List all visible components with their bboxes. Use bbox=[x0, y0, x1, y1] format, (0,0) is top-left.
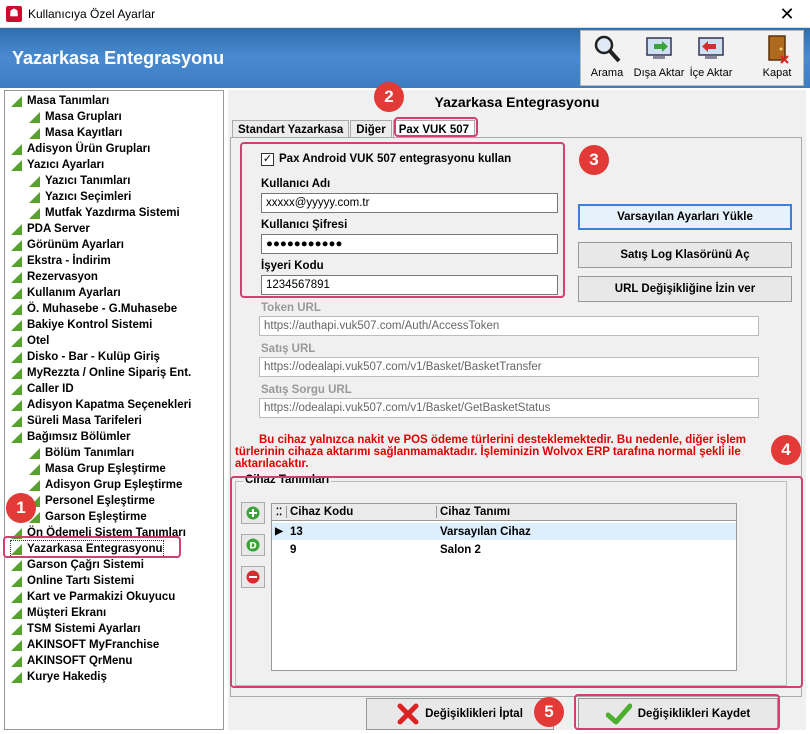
tree-node-icon bbox=[11, 160, 22, 171]
tree-node-icon bbox=[11, 224, 22, 235]
tree-node-icon bbox=[11, 640, 22, 651]
tree-node-icon bbox=[29, 128, 40, 139]
tree-item[interactable]: Kurye Hakediş bbox=[11, 669, 107, 685]
highlight-pax-tab bbox=[394, 117, 478, 137]
highlight-save-button bbox=[574, 694, 780, 730]
enable-label: Pax Android VUK 507 entegrasyonu kullan bbox=[279, 153, 512, 165]
tree-item[interactable]: Süreli Masa Tarifeleri bbox=[11, 413, 142, 429]
tree-item[interactable]: Ekstra - İndirim bbox=[11, 253, 111, 269]
sales-query-url-input[interactable]: https://odealapi.vuk507.com/v1/Basket/GetBasketStatus bbox=[259, 398, 759, 418]
tree-item[interactable]: Yazıcı Ayarları bbox=[11, 157, 104, 173]
row-pointer-icon: ▶ bbox=[275, 526, 283, 537]
tree-item[interactable]: Garson Çağrı Sistemi bbox=[11, 557, 144, 573]
tree-item-yazarkasa-selected[interactable]: Yazarkasa Entegrasyonu bbox=[11, 541, 163, 557]
warning-line-3: aktarılacaktır. bbox=[235, 458, 309, 470]
tree-item[interactable]: AKINSOFT MyFranchise bbox=[11, 637, 159, 653]
tree-item[interactable]: Bağımsız Bölümler bbox=[11, 429, 131, 445]
export-button[interactable] bbox=[633, 31, 685, 85]
open-log-folder-button[interactable]: Satış Log Klasörünü Aç bbox=[578, 242, 792, 268]
tree-node-icon bbox=[11, 416, 22, 427]
tree-node-icon bbox=[11, 384, 22, 395]
tree-item[interactable]: Adisyon Grup Eşleştirme bbox=[29, 477, 182, 493]
tree-node-icon bbox=[11, 272, 22, 283]
cancel-changes-button[interactable] bbox=[366, 698, 554, 730]
password-input[interactable]: ●●●●●●●●●●● bbox=[261, 234, 558, 254]
warning-line-1: Bu cihaz yalnızca nakit ve POS ödeme türlerini desteklemektedir. Bu nedenle, diğer işlem bbox=[259, 434, 747, 446]
tree-item[interactable]: Yazıcı Seçimleri bbox=[29, 189, 131, 205]
tree-item[interactable]: Masa Grupları bbox=[29, 109, 122, 125]
tree-item[interactable]: Masa Grup Eşleştirme bbox=[29, 461, 166, 477]
tree-item[interactable]: Garson Eşleştirme bbox=[29, 509, 147, 525]
import-icon bbox=[696, 34, 726, 64]
tree-node-icon bbox=[11, 320, 22, 331]
tree-node-icon bbox=[11, 608, 22, 619]
highlight-devices bbox=[230, 476, 803, 688]
annotation-badge-3: 3 bbox=[579, 145, 609, 175]
header-title: Yazarkasa Entegrasyonu bbox=[12, 48, 225, 68]
header-banner bbox=[0, 28, 810, 88]
tree-node-icon bbox=[11, 368, 22, 379]
tree-node-icon bbox=[11, 432, 22, 443]
username-label: Kullanıcı Adı bbox=[261, 178, 331, 190]
tree-item[interactable]: Masa Kayıtları bbox=[29, 125, 122, 141]
workplace-code-input[interactable]: 1234567891 bbox=[261, 275, 558, 295]
tree-item[interactable]: Adisyon Ürün Grupları bbox=[11, 141, 150, 157]
tree-node-icon bbox=[11, 96, 22, 107]
tree-item[interactable]: Bölüm Tanımları bbox=[29, 445, 134, 461]
tree-node-icon bbox=[11, 336, 22, 347]
tree-node-icon bbox=[11, 304, 22, 315]
tree-item[interactable]: Yazıcı Tanımları bbox=[29, 173, 130, 189]
tree-node-icon bbox=[11, 592, 22, 603]
tree-item[interactable]: Online Tartı Sistemi bbox=[11, 573, 134, 589]
cell-device-code: 13 bbox=[290, 525, 303, 538]
tab-diger[interactable]: Diğer bbox=[350, 120, 391, 138]
tree-node-icon bbox=[29, 112, 40, 123]
panel-title: Yazarkasa Entegrasyonu bbox=[434, 94, 600, 110]
tree-node-icon bbox=[11, 656, 22, 667]
tree-item[interactable]: PDA Server bbox=[11, 221, 90, 237]
door-exit-icon bbox=[762, 34, 792, 64]
tree-item[interactable]: Otel bbox=[11, 333, 49, 349]
tree-node-icon bbox=[11, 560, 22, 571]
cell-device-name: Salon 2 bbox=[440, 543, 481, 556]
col-device-name[interactable]: Cihaz Tanımı bbox=[436, 506, 510, 518]
tree-node-icon bbox=[11, 256, 22, 267]
tree-node-icon bbox=[29, 192, 40, 203]
toolbar bbox=[580, 30, 804, 86]
cancel-changes-label: Değişiklikleri İptal bbox=[425, 708, 523, 720]
annotation-badge-5: 5 bbox=[534, 697, 564, 727]
tree-item[interactable]: Rezervasyon bbox=[11, 269, 98, 285]
app-icon: ☗ bbox=[6, 6, 22, 22]
tree-node-icon bbox=[11, 240, 22, 251]
close-label: Kapat bbox=[762, 67, 792, 79]
sales-url-label: Satış URL bbox=[261, 343, 316, 355]
magnifier-icon bbox=[592, 34, 622, 64]
allow-url-change-button[interactable]: URL Değişikliğine İzin ver bbox=[578, 276, 792, 302]
tree-item[interactable]: Adisyon Kapatma Seçenekleri bbox=[11, 397, 191, 413]
grid-corner: ⁚⁚ bbox=[275, 506, 283, 518]
tree-item[interactable]: Masa Tanımları bbox=[11, 93, 109, 109]
highlight-credentials bbox=[240, 142, 565, 298]
window-close-button[interactable]: ✕ bbox=[779, 3, 795, 24]
highlight-tree-selection bbox=[3, 536, 181, 558]
tree-item[interactable]: Disko - Bar - Kulüp Giriş bbox=[11, 349, 160, 365]
password-label: Kullanıcı Şifresi bbox=[261, 219, 348, 231]
token-url-label: Token URL bbox=[261, 302, 321, 314]
tree-node-icon bbox=[11, 624, 22, 635]
svg-text:D: D bbox=[249, 541, 257, 552]
tree-node-icon bbox=[29, 480, 40, 491]
import-button[interactable] bbox=[685, 31, 737, 85]
settings-tree bbox=[4, 90, 224, 730]
token-url-input[interactable]: https://authapi.vuk507.com/Auth/AccessToken bbox=[259, 316, 759, 336]
tree-item[interactable]: Ön Ödemeli Sistem Tanımları bbox=[11, 525, 186, 541]
tree-item[interactable]: Mutfak Yazdırma Sistemi bbox=[29, 205, 180, 221]
tree-item[interactable]: Görünüm Ayarları bbox=[11, 237, 124, 253]
username-input[interactable]: xxxxx@yyyyy.com.tr bbox=[261, 193, 558, 213]
tree-item[interactable]: MyRezzta / Online Sipariş Ent. bbox=[11, 365, 191, 381]
tree-node-icon bbox=[29, 448, 40, 459]
cancel-x-icon bbox=[397, 703, 419, 725]
tree-node-icon bbox=[29, 208, 40, 219]
tree-item[interactable]: Bakiye Kontrol Sistemi bbox=[11, 317, 152, 333]
col-device-code[interactable]: Cihaz Kodu bbox=[286, 506, 436, 518]
import-label: İçe Aktar bbox=[689, 67, 733, 79]
warning-line-2: türlerinin cihaza aktarımı sağlanmamaktadır. İşleminizin Wolvox ERP tarafına normal şekli ile bbox=[235, 446, 741, 458]
tree-node-icon bbox=[11, 400, 22, 411]
tree-node-icon bbox=[11, 352, 22, 363]
annotation-badge-2: 2 bbox=[374, 82, 404, 112]
sales-url-input[interactable]: https://odealapi.vuk507.com/v1/Basket/BasketTransfer bbox=[259, 357, 759, 377]
cell-device-code: 9 bbox=[290, 543, 297, 556]
tree-node-icon bbox=[29, 464, 40, 475]
enable-checkbox[interactable]: ✓ bbox=[262, 153, 273, 165]
tab-standard-yazarkasa[interactable]: Standart Yazarkasa bbox=[232, 120, 349, 138]
tree-item[interactable]: AKINSOFT QrMenu bbox=[11, 653, 132, 669]
tree-item[interactable]: Kullanım Ayarları bbox=[11, 285, 121, 301]
save-changes-label: Değişiklikleri Kaydet bbox=[637, 708, 751, 720]
tree-node-icon bbox=[29, 176, 40, 187]
tree-node-icon bbox=[11, 144, 22, 155]
tree-item[interactable]: TSM Sistemi Ayarları bbox=[11, 621, 141, 637]
close-button[interactable] bbox=[751, 31, 803, 85]
tree-item[interactable]: Ö. Muhasebe - G.Muhasebe bbox=[11, 301, 177, 317]
tree-node-icon bbox=[11, 672, 22, 683]
tab-pax-vuk-507[interactable]: Pax VUK 507 bbox=[393, 120, 475, 138]
search-button[interactable] bbox=[581, 31, 633, 85]
tree-item[interactable]: Caller ID bbox=[11, 381, 74, 397]
tree-node-icon bbox=[11, 576, 22, 587]
tree-item[interactable]: Kart ve Parmakizi Okuyucu bbox=[11, 589, 175, 605]
window-titlebar bbox=[0, 0, 810, 28]
tree-item[interactable]: Müşteri Ekranı bbox=[11, 605, 106, 621]
sales-query-url-label: Satış Sorgu URL bbox=[261, 384, 352, 396]
annotation-badge-4: 4 bbox=[771, 435, 801, 465]
search-label: Arama bbox=[590, 67, 624, 79]
devices-legend: Cihaz Tanımları bbox=[245, 474, 330, 486]
export-label: Dışa Aktar bbox=[633, 67, 685, 79]
cell-device-name: Varsayılan Cihaz bbox=[440, 525, 531, 538]
window-title: Kullanıcıya Özel Ayarlar bbox=[28, 6, 156, 21]
tree-item[interactable]: Personel Eşleştirme bbox=[29, 493, 155, 509]
annotation-badge-1: 1 bbox=[6, 493, 36, 523]
workplace-code-label: İşyeri Kodu bbox=[261, 260, 324, 272]
tree-node-icon bbox=[11, 288, 22, 299]
export-icon bbox=[644, 34, 674, 64]
load-defaults-button[interactable]: Varsayılan Ayarları Yükle bbox=[578, 204, 792, 230]
